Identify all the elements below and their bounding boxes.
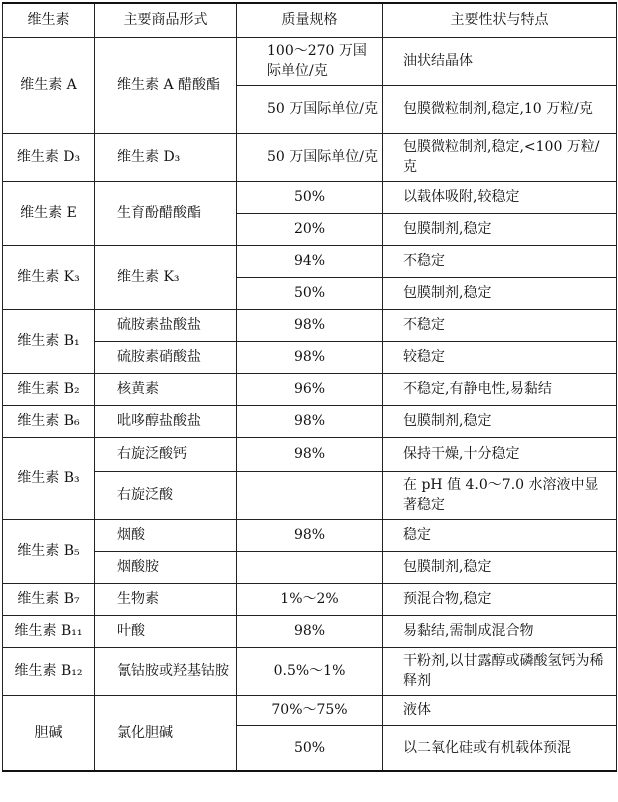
table-row — [3, 615, 617, 647]
commodity-form: 维生素 D₃ — [95, 133, 237, 181]
quality-spec — [237, 551, 383, 583]
vitamin-name: 维生素 K₃ — [3, 245, 95, 309]
commodity-form: 烟酸 — [95, 519, 237, 551]
table-row — [3, 373, 617, 405]
table-row — [3, 341, 617, 373]
property-text: 液体 — [383, 695, 617, 725]
vitamin-name: 维生素 B₆ — [3, 405, 95, 437]
property-text: 干粉剂,以甘露醇或磷酸氢钙为稀释剂 — [383, 647, 617, 695]
commodity-form: 吡哆醇盐酸盐 — [95, 405, 237, 437]
header-vitamin: 维生素 — [3, 3, 95, 37]
vitamin-name: 维生素 B₁ — [3, 309, 95, 373]
header-properties: 主要性状与特点 — [383, 3, 617, 37]
commodity-form: 氯化胆碱 — [95, 695, 237, 771]
table-row — [3, 181, 617, 213]
property-text: 包膜制剂,稳定 — [383, 213, 617, 245]
vitamin-name: 维生素 B₃ — [3, 437, 95, 519]
quality-spec: 98% — [237, 519, 383, 551]
quality-spec: 96% — [237, 373, 383, 405]
quality-spec: 100～270 万国际单位/克 — [237, 37, 383, 85]
commodity-form: 氰钴胺或羟基钴胺 — [95, 647, 237, 695]
quality-spec: 50 万国际单位/克 — [237, 85, 383, 133]
quality-spec: 20% — [237, 213, 383, 245]
property-text: 在 pH 值 4.0～7.0 水溶液中显著稳定 — [383, 471, 617, 519]
property-text: 以载体吸附,较稳定 — [383, 181, 617, 213]
table-row — [3, 133, 617, 181]
commodity-form: 叶酸 — [95, 615, 237, 647]
commodity-form: 维生素 K₃ — [95, 245, 237, 309]
commodity-form: 硫胺素盐酸盐 — [95, 309, 237, 341]
table-row — [3, 437, 617, 471]
quality-spec: 98% — [237, 309, 383, 341]
commodity-form: 核黄素 — [95, 373, 237, 405]
property-text: 以二氧化硅或有机载体预混 — [383, 725, 617, 771]
table-row — [3, 405, 617, 437]
commodity-form: 生育酚醋酸酯 — [95, 181, 237, 245]
quality-spec: 0.5%～1% — [237, 647, 383, 695]
table-row — [3, 551, 617, 583]
table-row — [3, 519, 617, 551]
property-text: 包膜制剂,稳定 — [383, 405, 617, 437]
vitamin-name: 维生素 B₁₁ — [3, 615, 95, 647]
property-text: 不稳定,有静电性,易黏结 — [383, 373, 617, 405]
quality-spec: 98% — [237, 437, 383, 471]
property-text: 易黏结,需制成混合物 — [383, 615, 617, 647]
commodity-form: 生物素 — [95, 583, 237, 615]
property-text: 包膜制剂,稳定 — [383, 551, 617, 583]
table-row — [3, 309, 617, 341]
quality-spec: 94% — [237, 245, 383, 277]
property-text: 包膜微粒制剂,稳定,10 万粒/克 — [383, 85, 617, 133]
quality-spec: 98% — [237, 615, 383, 647]
property-text: 预混合物,稳定 — [383, 583, 617, 615]
property-text: 保持干燥,十分稳定 — [383, 437, 617, 471]
table-row — [3, 647, 617, 695]
property-text: 较稳定 — [383, 341, 617, 373]
vitamin-name: 胆碱 — [3, 695, 95, 771]
vitamin-commodity-table — [2, 2, 617, 772]
quality-spec: 98% — [237, 341, 383, 373]
commodity-form: 右旋泛酸钙 — [95, 437, 237, 471]
table-row — [3, 37, 617, 85]
vitamin-name: 维生素 D₃ — [3, 133, 95, 181]
header-row — [3, 3, 617, 37]
vitamin-name: 维生素 B₇ — [3, 583, 95, 615]
vitamin-name: 维生素 A — [3, 37, 95, 133]
vitamin-name: 维生素 B₂ — [3, 373, 95, 405]
header-commodity-form: 主要商品形式 — [95, 3, 237, 37]
commodity-form: 维生素 A 醋酸酯 — [95, 37, 237, 133]
vitamin-name: 维生素 E — [3, 181, 95, 245]
table-row — [3, 583, 617, 615]
property-text: 油状结晶体 — [383, 37, 617, 85]
table-row — [3, 695, 617, 725]
quality-spec: 70%～75% — [237, 695, 383, 725]
quality-spec: 50% — [237, 725, 383, 771]
table-row — [3, 471, 617, 519]
commodity-form: 硫胺素硝酸盐 — [95, 341, 237, 373]
property-text: 包膜制剂,稳定 — [383, 277, 617, 309]
vitamin-name: 维生素 B₁₂ — [3, 647, 95, 695]
quality-spec: 98% — [237, 405, 383, 437]
quality-spec: 50 万国际单位/克 — [237, 133, 383, 181]
property-text: 稳定 — [383, 519, 617, 551]
quality-spec — [237, 471, 383, 519]
property-text: 包膜微粒制剂,稳定,<100 万粒/克 — [383, 133, 617, 181]
quality-spec: 50% — [237, 181, 383, 213]
quality-spec: 1%～2% — [237, 583, 383, 615]
quality-spec: 50% — [237, 277, 383, 309]
commodity-form: 右旋泛酸 — [95, 471, 237, 519]
header-quality-spec: 质量规格 — [237, 3, 383, 37]
vitamin-name: 维生素 B₅ — [3, 519, 95, 583]
table-row — [3, 245, 617, 277]
property-text: 不稳定 — [383, 309, 617, 341]
commodity-form: 烟酸胺 — [95, 551, 237, 583]
property-text: 不稳定 — [383, 245, 617, 277]
